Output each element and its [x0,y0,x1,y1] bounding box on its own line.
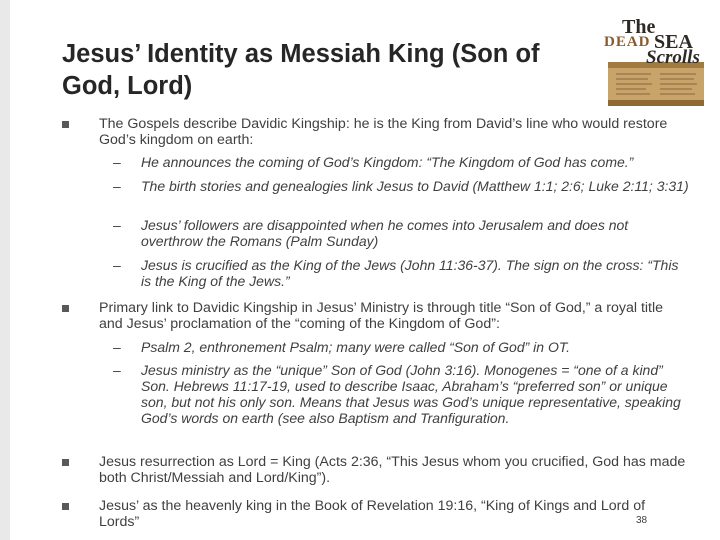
sub-bullet-text: The birth stories and genealogies link Jesus to David (Matthew 1:1; 2:6; Luke 2:11; 3:31) [141,178,689,194]
bullet-marker [62,503,69,510]
slide-title: Jesus’ Identity as Messiah King (Son of God, Lord) [62,40,540,100]
logo-word-sea: SEA [654,31,693,53]
sub-bullet-text: Jesus’ followers are disappointed when he comes into Jerusalem and does not overthrow the Romans (Palm Sunday) [141,217,629,249]
logo-word-the: The [622,16,656,38]
logo-word-scrolls: Scrolls [646,47,700,68]
sub-bullet-dash: – [113,362,121,378]
page-number: 38 [636,515,648,526]
sub-bullet-dash: – [113,257,121,273]
sub-bullet-text: He announces the coming of God’s Kingdom: “The Kingdom of God has come.” [141,154,634,170]
sub-bullet-dash: – [113,339,121,355]
sub-bullet-dash: – [113,178,121,194]
bullet-text: Jesus’ as the heavenly king in the Book of Revelation 19:16, “King of Kings and Lord of Lords” [99,498,646,530]
bullet-text: Primary link to Davidic Kingship in Jesus’ Ministry is through title “Son of God,” a royal title and Jesus’ proclamation of the “coming of the Kingdom of God”: [99,300,664,332]
sub-bullet-dash: – [113,217,121,233]
sub-bullet-dash: – [113,154,121,170]
logo-word-dead: DEAD [604,34,651,50]
sub-bullet-text: Psalm 2, enthronement Psalm; many were called “Son of God” in OT. [141,339,571,355]
bullet-text: The Gospels describe Davidic Kingship: he is the King from David’s line who would restore God’s kingdom on earth: [99,116,668,148]
bullet-marker [62,121,69,128]
bullet-marker [62,305,69,312]
bullet-text: Jesus resurrection as Lord = King (Acts 2:36, “This Jesus whom you crucified, God has made both Christ/Messiah and Lord/King”). [99,454,686,486]
sub-bullet-text: Jesus ministry as the “unique” Son of God (John 3:16). Monogenes = “one of a kind” Son. Hebrews 11:17-19, used to describe Isaac, Abraham’s “preferred son” or unique son, but not his only son. Means that Jesus was God’s unique representative, speaking God’s words on earth (see also Baptism and Tranfiguration. [141,362,681,426]
sub-bullet-text: Jesus is crucified as the King of the Jews (John 11:36-37). The sign on the cross: “This is the King of the Jews.” [141,257,679,289]
bullet-marker [62,459,69,466]
